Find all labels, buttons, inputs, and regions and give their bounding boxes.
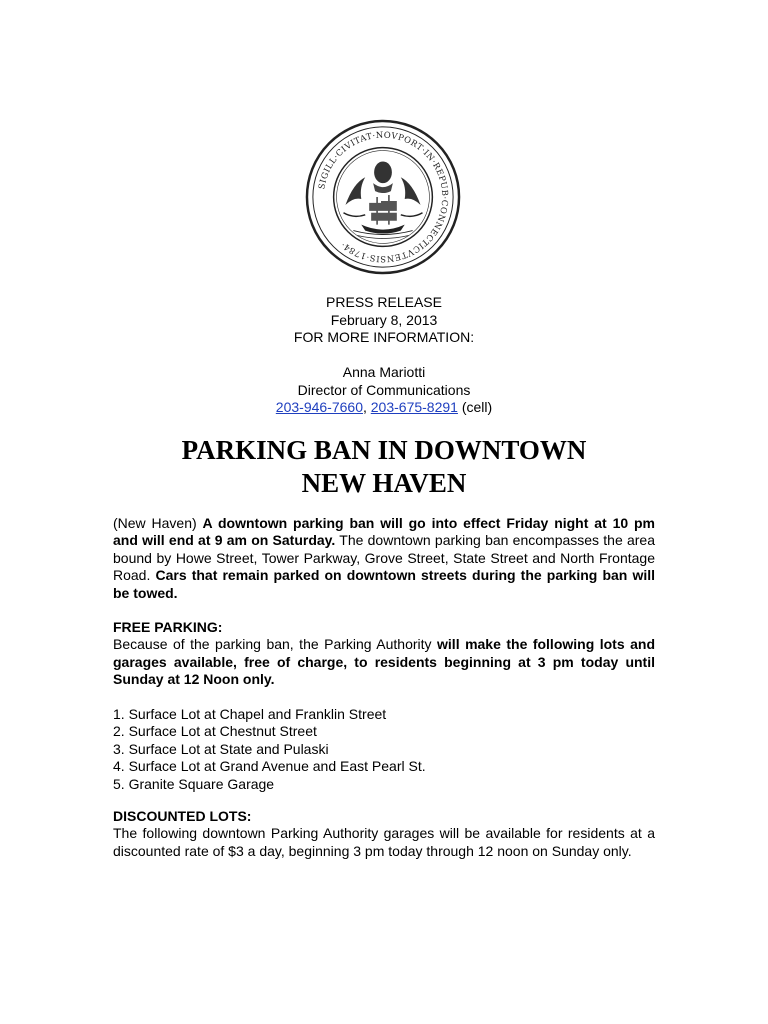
intro-text-1: The downtown parking ban encompasses the area bound by Howe Street, Tower Parkway, Grove Street, State Street and North Frontage Road. [113, 532, 655, 584]
contact-title: Director of Communications [297, 381, 471, 398]
discounted-paragraph: The following downtown Parking Authority garages will be available for residents at a discounted rate of $3 a day, beginning 3 pm today through 12 noon on Sunday only. [113, 825, 655, 859]
spacer [0, 347, 768, 365]
free-parking-bold: will make the following lots and garages available, free of charge, to residents beginning at 3 pm today until Sunday at 12 Noon only. [113, 636, 655, 688]
list-item: 3. Surface Lot at State and Pulaski [113, 740, 329, 757]
list-item: 4. Surface Lot at Grand Avenue and East Pearl St. [113, 758, 426, 775]
phone-link-office[interactable]: 203-946-7660 [275, 399, 363, 415]
city-seal-image [304, 118, 462, 276]
intro-paragraph [113, 515, 655, 602]
free-parking-text: Because of the parking ban, the Parking Authority [113, 636, 438, 653]
release-label: PRESS RELEASE [326, 294, 442, 310]
phone-link-cell[interactable]: 203-675-8291 [370, 399, 458, 415]
contact-name: Anna Mariotti [342, 364, 426, 380]
contact-phones [0, 399, 768, 417]
free-parking-paragraph [113, 636, 655, 688]
headline-line-1: PARKING BAN IN DOWNTOWN [181, 435, 587, 465]
list-item: 1. Surface Lot at Chapel and Franklin Street [113, 706, 387, 722]
lot-list [113, 706, 655, 793]
phone-separator: , [362, 399, 371, 415]
cell-note: (cell) [457, 399, 493, 415]
discounted-heading: DISCOUNTED LOTS: [113, 808, 252, 824]
free-parking-section [113, 619, 655, 689]
svg-text:SIGILL·CIVITAT·NOVPORT·IN·REPU: SIGILL·CIVITAT·NOVPORT·IN·REPUB·CONNECTICVTENSIS·1784· [316, 129, 451, 265]
free-parking-heading: FREE PARKING: [113, 619, 223, 635]
headline-line-2: NEW HAVEN [301, 468, 467, 498]
dateline: (New Haven) [113, 515, 203, 531]
list-item: 2. Surface Lot at Chestnut Street [113, 723, 317, 740]
more-info-label: FOR MORE INFORMATION: [293, 329, 475, 345]
intro-bold-2: Cars that remain parked on downtown streets during the parking ban will be towed. [113, 567, 655, 601]
release-date: February 8, 2013 [330, 311, 438, 328]
list-item: 5. Granite Square Garage [113, 775, 275, 792]
press-release-header [0, 294, 768, 417]
intro-bold-1: A downtown parking ban will go into effect Friday night at 10 pm and will end at 9 am on Saturday. [113, 515, 655, 549]
discounted-section [113, 808, 655, 860]
headline [0, 434, 768, 500]
